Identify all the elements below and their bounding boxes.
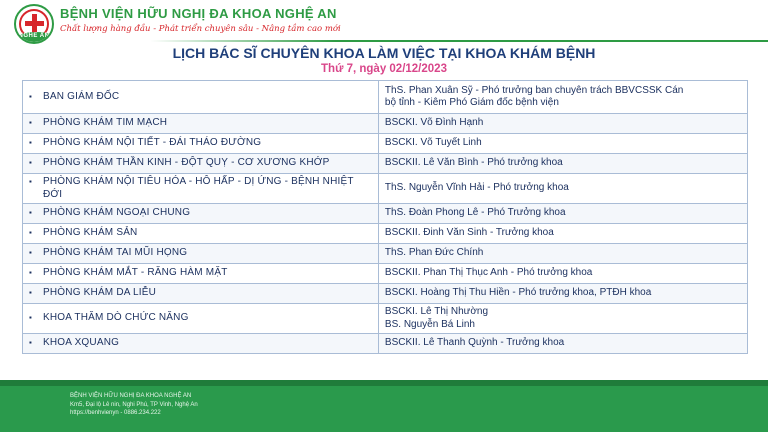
department-name: PHÒNG KHÁM NỘI TIẾT - ĐÁI THÁO ĐƯỜNG bbox=[43, 137, 262, 149]
department-name: PHÒNG KHÁM NGOẠI CHUNG bbox=[43, 207, 191, 219]
doctor-name: ThS. Đoàn Phong Lê - Phó Trưởng khoa bbox=[384, 207, 566, 219]
department-name: PHÒNG KHÁM SẢN bbox=[43, 227, 138, 239]
schedule-table bbox=[22, 80, 748, 354]
doctor-cell bbox=[378, 204, 747, 224]
department-name: BAN GIÁM ĐỐC bbox=[43, 90, 120, 102]
department-cell bbox=[23, 334, 379, 354]
bullet-icon: ▪ bbox=[29, 313, 32, 323]
bullet-icon: ▪ bbox=[29, 248, 32, 258]
doctor-cell bbox=[378, 284, 747, 304]
table-row bbox=[23, 334, 748, 354]
department-cell bbox=[23, 264, 379, 284]
department-name: PHÒNG KHÁM TIM MẠCH bbox=[43, 117, 168, 129]
department-cell bbox=[23, 224, 379, 244]
bullet-icon: ▪ bbox=[29, 91, 32, 101]
footer-band bbox=[0, 380, 768, 386]
footer-address: Km5, Đại lộ Lê nin, Nghi Phú, TP Vinh, Nghệ An bbox=[70, 401, 198, 408]
doctor-cell bbox=[378, 264, 747, 284]
doctor-cell bbox=[378, 174, 747, 204]
doctor-cell bbox=[378, 114, 747, 134]
doctor-cell bbox=[378, 134, 747, 154]
bullet-icon: ▪ bbox=[29, 338, 32, 348]
table-row bbox=[23, 134, 748, 154]
doctor-name: BSCKI. Võ Tuyết Linh bbox=[384, 137, 482, 149]
hospital-logo-icon bbox=[14, 4, 54, 44]
doctor-name: ThS. Nguyễn Vĩnh Hải - Phó trưởng khoa bbox=[384, 182, 569, 194]
footer-info bbox=[70, 392, 198, 418]
doctor-name: BSCKII. Lê Văn Bình - Phó trưởng khoa bbox=[384, 157, 563, 169]
department-name: KHOA THĂM DÒ CHỨC NĂNG bbox=[43, 312, 189, 324]
doctor-name: ThS. Phan Đức Chính bbox=[384, 247, 484, 259]
doctor-name: BS. Nguyễn Bá Linh bbox=[384, 318, 475, 330]
table-row bbox=[23, 81, 748, 114]
table-row bbox=[23, 204, 748, 224]
bullet-icon: ▪ bbox=[29, 268, 32, 278]
header-divider bbox=[150, 40, 768, 42]
department-cell bbox=[23, 114, 379, 134]
doctor-name: BSCKII. Đinh Văn Sinh - Trưởng khoa bbox=[384, 227, 554, 239]
department-cell bbox=[23, 154, 379, 174]
department-cell bbox=[23, 174, 379, 204]
footer-contact: https://benhvienyn - 0886.234.222 bbox=[70, 410, 161, 416]
bullet-icon: ▪ bbox=[29, 228, 32, 238]
page-title: LỊCH BÁC SĨ CHUYÊN KHOA LÀM VIỆC TẠI KHOA KHÁM BỆNH bbox=[172, 45, 596, 61]
doctor-name: BSCKI. Võ Đình Hạnh bbox=[384, 117, 484, 129]
department-cell bbox=[23, 134, 379, 154]
bullet-icon: ▪ bbox=[29, 177, 32, 186]
table-row bbox=[23, 244, 748, 264]
bullet-icon: ▪ bbox=[29, 118, 32, 128]
bullet-icon: ▪ bbox=[29, 138, 32, 148]
doctor-name: bộ tỉnh - Kiêm Phó Giám đốc bệnh viện bbox=[384, 97, 559, 108]
doctor-cell bbox=[378, 304, 747, 334]
department-name: PHÒNG KHÁM TAI MŨI HỌNG bbox=[43, 247, 188, 259]
doctor-name: BSCKII. Lê Thanh Quỳnh - Trưởng khoa bbox=[384, 337, 565, 349]
table-row bbox=[23, 284, 748, 304]
table-row bbox=[23, 304, 748, 334]
hospital-slogan: Chất lượng hàng đầu - Phát triển chuyên sâu - Nâng tầm cao mới bbox=[60, 24, 341, 34]
department-cell bbox=[23, 284, 379, 304]
doctor-name: BSCKI. Hoàng Thị Thu Hiền - Phó trưởng khoa, PTĐH khoa bbox=[384, 287, 652, 299]
bullet-icon: ▪ bbox=[29, 288, 32, 298]
page-header bbox=[0, 0, 768, 46]
hospital-name: BỆNH VIỆN HỮU NGHỊ ĐA KHOA NGHỆ AN bbox=[60, 6, 337, 21]
department-name: PHÒNG KHÁM NỘI TIÊU HÓA - HÔ HẤP - DỊ ỨNG - BỆNH NHIỆT ĐỚI bbox=[43, 176, 354, 200]
table-row bbox=[23, 154, 748, 174]
doctor-cell bbox=[378, 334, 747, 354]
table-row bbox=[23, 264, 748, 284]
department-name: KHOA XQUANG bbox=[43, 337, 120, 349]
doctor-cell bbox=[378, 244, 747, 264]
doctor-name: BSCKI. Lê Thị Nhường bbox=[384, 306, 489, 317]
doctor-cell bbox=[378, 81, 747, 114]
schedule-date: Thứ 7, ngày 02/12/2023 bbox=[321, 63, 447, 75]
department-name: PHÒNG KHÁM THẦN KINH - ĐỘT QUỴ - CƠ XƯƠNG KHỚP bbox=[43, 157, 330, 169]
doctor-name: ThS. Phan Xuân Sỹ - Phó trưởng ban chuyên trách BBVCSSK Cán bbox=[384, 84, 684, 96]
department-name: PHÒNG KHÁM MẮT - RĂNG HÀM MẶT bbox=[43, 267, 228, 279]
department-cell bbox=[23, 244, 379, 264]
table-row bbox=[23, 224, 748, 244]
logo-text: NGHE AN bbox=[18, 33, 50, 39]
doctor-cell bbox=[378, 224, 747, 244]
bullet-icon: ▪ bbox=[29, 208, 32, 218]
table-row bbox=[23, 114, 748, 134]
footer-hospital-name: BỆNH VIỆN HỮU NGHỊ ĐA KHOA NGHỆ AN bbox=[70, 393, 192, 399]
department-name: PHÒNG KHÁM DA LIỄU bbox=[43, 287, 157, 299]
bullet-icon: ▪ bbox=[29, 158, 32, 168]
department-cell bbox=[23, 204, 379, 224]
table-row bbox=[23, 174, 748, 204]
department-cell bbox=[23, 304, 379, 334]
doctor-cell bbox=[378, 154, 747, 174]
doctor-name: BSCKII. Phan Thị Thục Anh - Phó trưởng khoa bbox=[384, 267, 593, 279]
department-cell bbox=[23, 81, 379, 114]
